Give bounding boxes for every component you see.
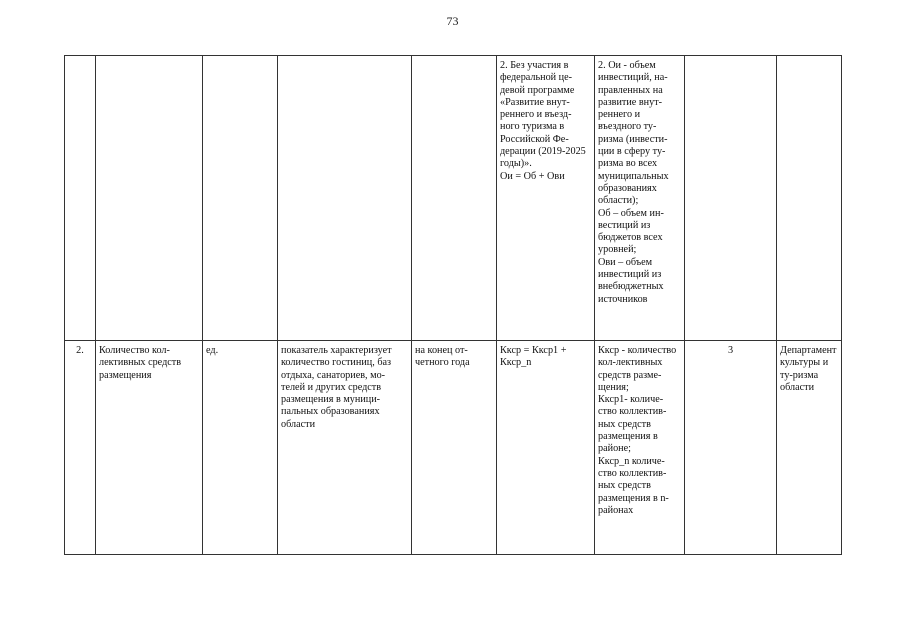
- cell-responsible: Департамент культуры и ту-ризма области: [777, 341, 842, 555]
- cell-indicator-name: [96, 56, 203, 341]
- cell-number: 2.: [65, 341, 96, 555]
- cell-description: показатель характеризует количество гостиниц, баз отдыха, санаториев, мо-телей и других средств размещения в муници-пальных образованиях области: [278, 341, 412, 555]
- cell-explanation: Ккср - количество кол-лективных средств разме-щения; Ккср1- количе-ство коллектив-ных средств размещения в районе; Ккср_n количе-ство коллектив-ных средств размещения в n-районах: [595, 341, 685, 555]
- cell-responsible: [777, 56, 842, 341]
- cell-number: [65, 56, 96, 341]
- cell-formula: Ккср = Ккср1 + Ккср_n: [497, 341, 595, 555]
- cell-formula: 2. Без участия в федеральной це-девой программе «Развитие внут-реннего и въезд-ного туризма в Российской Фе-дерации (2019-2025 годы)». Ои = Об + Ови: [497, 56, 595, 341]
- cell-target-value: [685, 56, 777, 341]
- cell-target-value: 3: [685, 341, 777, 555]
- cell-indicator-name: Количество кол-лективных средств размещения: [96, 341, 203, 555]
- cell-description: [278, 56, 412, 341]
- table-row: [65, 341, 842, 555]
- indicator-table: [64, 55, 842, 555]
- page-number: 73: [446, 14, 459, 28]
- cell-period: на конец от-четного года: [412, 341, 497, 555]
- cell-period: [412, 56, 497, 341]
- cell-unit: ед.: [203, 341, 278, 555]
- cell-unit: [203, 56, 278, 341]
- cell-explanation: 2. Ои - объем инвестиций, на-правленных на развитие внут-реннего и въездного ту-ризма (инвести-ции в сферу ту-ризма во всех муниципальных образованиях области); Об – объем ин-вестиций из бюджетов всех уровней; Ови – объем инвестиций из внебюджетных источников: [595, 56, 685, 341]
- table-row: [65, 56, 842, 341]
